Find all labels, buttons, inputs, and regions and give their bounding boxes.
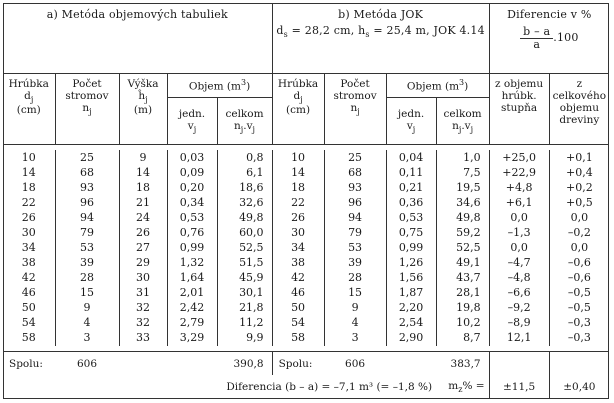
cell-p1: –8,9 [489, 316, 549, 331]
col-vyska: Výška $ĥ_j$ (m) [119, 74, 167, 145]
col-hrubka-b: Hrúbka $d_j$ (cm) [272, 74, 324, 145]
cell-nb: 68 [324, 165, 386, 180]
cell-n: 4 [55, 316, 119, 331]
cell-h: 32 [119, 316, 167, 331]
spolu-a-label: Spolu: [3, 352, 55, 376]
cell-va: 0,53 [167, 210, 217, 225]
col-header-row-1 [3, 74, 609, 98]
cell-ca: 45,9 [217, 271, 272, 286]
cell-h: 31 [119, 286, 167, 301]
table-row [3, 180, 609, 195]
cell-db: 54 [272, 316, 324, 331]
cell-nb: 4 [324, 316, 386, 331]
cell-p2: –0,2 [549, 226, 609, 241]
cell-h: 9 [119, 150, 167, 165]
cell-d: 10 [21, 150, 36, 164]
cell-va: 0,03 [167, 150, 217, 165]
cell-vb: 0,04 [386, 150, 436, 165]
volume-comparison-table [3, 3, 609, 399]
cell-ca: 0,8 [217, 150, 272, 165]
cell-vb: 0,75 [386, 226, 436, 241]
cell-d: 22 [21, 195, 36, 209]
cell-p1: –4,8 [489, 271, 549, 286]
cell-h: 32 [119, 301, 167, 316]
cell-h: 18 [119, 180, 167, 195]
cell-vb: 2,90 [386, 331, 436, 346]
cell-n: 96 [55, 195, 119, 210]
table-row [3, 226, 609, 241]
cell-p2: +0,1 [549, 150, 609, 165]
cell-p1: +6,1 [489, 195, 549, 210]
cell-cb: 19,8 [436, 301, 489, 316]
spolu-b-n: 606 [324, 352, 386, 376]
cell-n: 94 [55, 210, 119, 225]
cell-p1: –9,2 [489, 301, 549, 316]
cell-va: 0,99 [167, 241, 217, 256]
diff-title: Diferencie v % [507, 8, 592, 21]
diff-row [3, 375, 609, 399]
cell-p1: 0,0 [489, 210, 549, 225]
spolu-a-n: 606 [55, 352, 119, 376]
cell-p2: +0,4 [549, 165, 609, 180]
cell-ca: 49,8 [217, 210, 272, 225]
cell-p1: –4,7 [489, 256, 549, 271]
cell-cb: 8,7 [436, 331, 489, 346]
cell-h: 27 [119, 241, 167, 256]
cell-db: 14 [272, 165, 324, 180]
cell-d: 50 [21, 301, 36, 315]
col-pocet-b: Počet stromov $n_j$ [324, 74, 386, 145]
table-row [3, 286, 609, 301]
cell-ca: 11,2 [217, 316, 272, 331]
col-jedn-a: jedn. $v_j$ [167, 97, 217, 144]
cell-n: 15 [55, 286, 119, 301]
table-row [3, 241, 609, 256]
cell-p2: –0,5 [549, 286, 609, 301]
cell-nb: 15 [324, 286, 386, 301]
spolu-b-celkom: 383,7 [436, 352, 489, 376]
diff-text: Diferencia (b – a) = –7,1 m³ (= –1,8 %) [226, 381, 433, 394]
cell-va: 0,34 [167, 195, 217, 210]
cell-db: 58 [272, 331, 324, 346]
cell-cb: 34,6 [436, 195, 489, 210]
cell-n: 25 [55, 150, 119, 165]
section-header-row [3, 3, 609, 74]
cell-p2: +0,2 [549, 180, 609, 195]
cell-va: 3,29 [167, 331, 217, 346]
cell-p2: –0,6 [549, 271, 609, 286]
cell-n: 53 [55, 241, 119, 256]
cell-vb: 1,26 [386, 256, 436, 271]
diff-header-cell [489, 3, 609, 74]
cell-h: 33 [119, 331, 167, 346]
spolu-b-label: Spolu: [272, 352, 324, 376]
cell-cb: 52,5 [436, 241, 489, 256]
cell-d: 30 [21, 226, 36, 240]
cell-va: 0,09 [167, 165, 217, 180]
cell-ca: 51,5 [217, 256, 272, 271]
mz-label: $m_z\%$ = [448, 380, 485, 395]
cell-va: 2,01 [167, 286, 217, 301]
cell-h: 21 [119, 195, 167, 210]
table-row [3, 271, 609, 286]
table-row [3, 331, 609, 346]
cell-d: 38 [21, 256, 36, 270]
mz-p2: ±0,40 [549, 375, 609, 399]
col-celkom-b: celkom $n_j.v_j$ [436, 97, 489, 144]
cell-p1: +25,0 [489, 150, 549, 165]
col-objem-a: Objem $(m^3)$ [167, 74, 272, 98]
cell-cb: 43,7 [436, 271, 489, 286]
cell-ca: 30,1 [217, 286, 272, 301]
cell-va: 0,76 [167, 226, 217, 241]
section-a-title: a) Metóda objemových tabuliek [46, 8, 228, 21]
section-b-cell [272, 3, 489, 74]
cell-p1: –1,3 [489, 226, 549, 241]
cell-db: 38 [272, 256, 324, 271]
cell-nb: 79 [324, 226, 386, 241]
cell-n: 9 [55, 301, 119, 316]
cell-p1: +4,8 [489, 180, 549, 195]
cell-p2: 0,0 [549, 241, 609, 256]
col-pocet: Počet stromov $n_j$ [55, 74, 119, 145]
cell-db: 22 [272, 195, 324, 210]
cell-d: 18 [21, 180, 36, 194]
cell-nb: 93 [324, 180, 386, 195]
table-row [3, 210, 609, 225]
cell-db: 18 [272, 180, 324, 195]
col-jedn-b: jedn. $v_j$ [386, 97, 436, 144]
cell-n: 3 [55, 331, 119, 346]
cell-p2: –0,5 [549, 301, 609, 316]
col-hrubka: Hrúbka $d_j$ (cm) [3, 74, 55, 145]
cell-p1: –6,6 [489, 286, 549, 301]
cell-h: 26 [119, 226, 167, 241]
cell-p2: 0,0 [549, 210, 609, 225]
table-row [3, 150, 609, 165]
cell-ca: 9,9 [217, 331, 272, 346]
table-row [3, 316, 609, 331]
cell-nb: 39 [324, 256, 386, 271]
col-objem-b: Objem $(m^3)$ [386, 74, 489, 98]
cell-h: 30 [119, 271, 167, 286]
cell-nb: 9 [324, 301, 386, 316]
cell-va: 1,32 [167, 256, 217, 271]
cell-cb: 10,2 [436, 316, 489, 331]
cell-p2: –0,6 [549, 256, 609, 271]
cell-cb: 49,8 [436, 210, 489, 225]
cell-db: 50 [272, 301, 324, 316]
cell-vb: 2,20 [386, 301, 436, 316]
cell-h: 29 [119, 256, 167, 271]
totals-row [3, 352, 609, 376]
cell-nb: 28 [324, 271, 386, 286]
cell-d: 14 [21, 165, 36, 179]
cell-db: 26 [272, 210, 324, 225]
cell-vb: 2,54 [386, 316, 436, 331]
cell-nb: 3 [324, 331, 386, 346]
cell-n: 93 [55, 180, 119, 195]
cell-vb: 0,36 [386, 195, 436, 210]
cell-n: 79 [55, 226, 119, 241]
cell-db: 30 [272, 226, 324, 241]
cell-cb: 49,1 [436, 256, 489, 271]
cell-db: 42 [272, 271, 324, 286]
cell-vb: 0,53 [386, 210, 436, 225]
cell-vb: 0,21 [386, 180, 436, 195]
cell-ca: 21,8 [217, 301, 272, 316]
cell-ca: 60,0 [217, 226, 272, 241]
cell-d: 54 [21, 316, 36, 330]
cell-db: 46 [272, 286, 324, 301]
cell-h: 24 [119, 210, 167, 225]
cell-cb: 19,5 [436, 180, 489, 195]
cell-cb: 28,1 [436, 286, 489, 301]
section-b-title: b) Metóda JOK [338, 8, 424, 21]
cell-n: 39 [55, 256, 119, 271]
cell-vb: 1,56 [386, 271, 436, 286]
col-z-celkoveho: z celkového objemu dreviny [549, 74, 609, 145]
cell-va: 2,42 [167, 301, 217, 316]
data-rows [3, 144, 609, 352]
cell-ca: 32,6 [217, 195, 272, 210]
cell-d: 58 [21, 331, 36, 345]
cell-p1: 0,0 [489, 241, 549, 256]
cell-p1: 12,1 [489, 331, 549, 346]
cell-n: 68 [55, 165, 119, 180]
col-celkom-a: celkom $n_j.v_j$ [217, 97, 272, 144]
cell-db: 10 [272, 150, 324, 165]
mz-p1: ±11,5 [489, 375, 549, 399]
cell-vb: 0,11 [386, 165, 436, 180]
section-b-params: $d_s = 28,2$ cm, $h_s = 25,4$ m, JOK 4.14 [276, 23, 485, 39]
cell-va: 1,64 [167, 271, 217, 286]
cell-p1: +22,9 [489, 165, 549, 180]
cell-vb: 1,87 [386, 286, 436, 301]
cell-d: 34 [21, 241, 36, 255]
cell-d: 26 [21, 210, 36, 224]
cell-db: 34 [272, 241, 324, 256]
cell-va: 2,79 [167, 316, 217, 331]
table-row [3, 195, 609, 210]
cell-p2: +0,5 [549, 195, 609, 210]
cell-ca: 18,6 [217, 180, 272, 195]
diff-formula: b – a a .100 [520, 26, 578, 52]
spolu-a-celkom: 390,8 [217, 352, 272, 376]
cell-nb: 96 [324, 195, 386, 210]
table-row [3, 256, 609, 271]
cell-h: 14 [119, 165, 167, 180]
cell-p2: –0,3 [549, 316, 609, 331]
table-row [3, 165, 609, 180]
cell-nb: 25 [324, 150, 386, 165]
cell-p2: –0,3 [549, 331, 609, 346]
cell-vb: 0,99 [386, 241, 436, 256]
cell-d: 42 [21, 271, 36, 285]
cell-nb: 94 [324, 210, 386, 225]
cell-d: 46 [21, 286, 36, 300]
cell-ca: 52,5 [217, 241, 272, 256]
col-z-objemu: z objemu hrúbk. stupňa [489, 74, 549, 145]
cell-cb: 7,5 [436, 165, 489, 180]
cell-cb: 59,2 [436, 226, 489, 241]
cell-nb: 53 [324, 241, 386, 256]
cell-ca: 6,1 [217, 165, 272, 180]
cell-cb: 1,0 [436, 150, 489, 165]
table-row [3, 301, 609, 316]
cell-va: 0,20 [167, 180, 217, 195]
cell-n: 28 [55, 271, 119, 286]
